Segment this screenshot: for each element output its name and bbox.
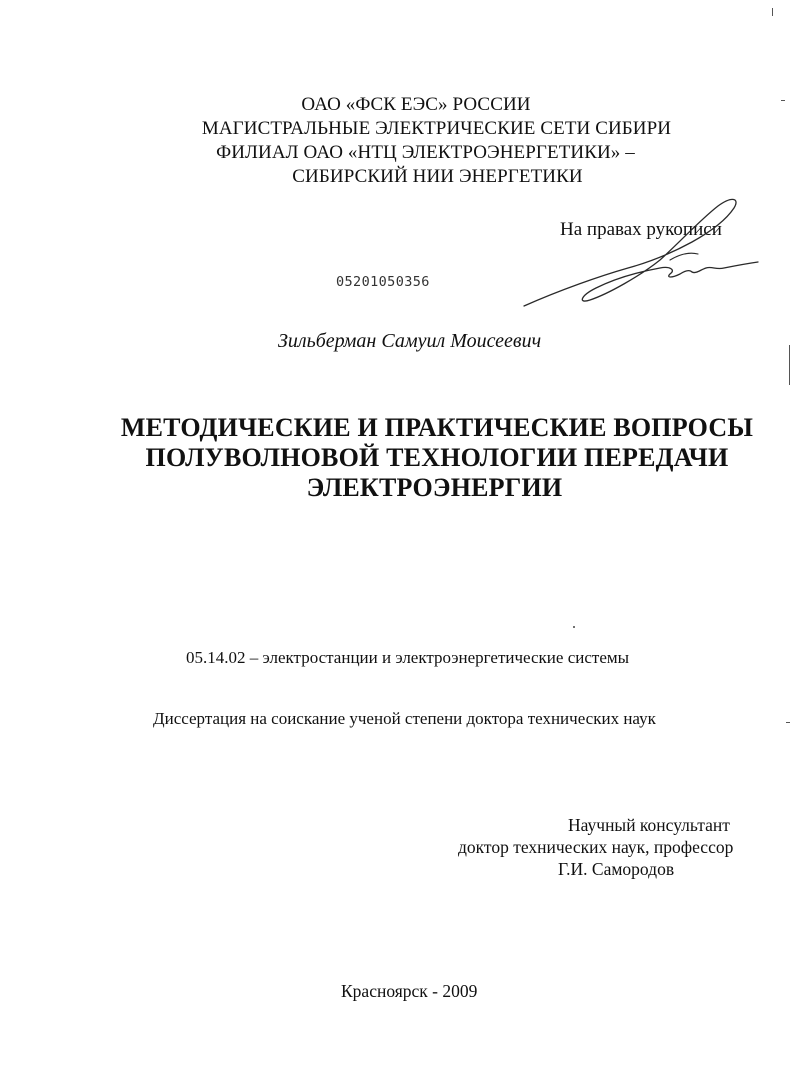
title-line: ПОЛУВОЛНОВОЙ ТЕХНОЛОГИИ ПЕРЕДАЧИ: [145, 443, 729, 472]
dissertation-title: [0, 413, 796, 503]
title-line: МЕТОДИЧЕСКИЕ И ПРАКТИЧЕСКИЕ ВОПРОСЫ: [120, 413, 754, 442]
specialty-code: 05.14.02 – электростанции и электроэнергетические системы: [186, 648, 630, 667]
document-number: 05201050356: [336, 274, 430, 290]
consultant-name: Г.И. Самородов: [558, 859, 675, 879]
organization-line: СИБИРСКИЙ НИИ ЭНЕРГЕТИКИ: [292, 166, 583, 187]
rights-note: На правах рукописи: [560, 219, 722, 240]
consultant-role: Научный консультант: [568, 815, 730, 835]
scan-margin-mark: [786, 722, 790, 723]
organization-line: ОАО «ФСК ЕЭС» РОССИИ: [301, 94, 531, 115]
scan-speck: [573, 626, 575, 628]
scan-margin-mark: [772, 8, 773, 16]
title-line: ЭЛЕКТРОЭНЕРГИИ: [306, 473, 563, 502]
consultant-credentials: доктор технических наук, профессор: [458, 837, 734, 857]
handwritten-signature: [520, 190, 760, 310]
place-year: Красноярск - 2009: [341, 981, 478, 1001]
degree-statement: Диссертация на соискание ученой степени доктора технических наук: [153, 709, 656, 728]
author-name: Зильберман Самуил Моисеевич: [278, 330, 542, 352]
scan-margin-mark: [789, 345, 790, 385]
organization-line: МАГИСТРАЛЬНЫЕ ЭЛЕКТРИЧЕСКИЕ СЕТИ СИБИРИ: [201, 118, 672, 139]
organization-line: ФИЛИАЛ ОАО «НТЦ ЭЛЕКТРОЭНЕРГЕТИКИ» –: [216, 142, 635, 163]
organization-header: [0, 93, 796, 189]
scan-margin-mark: [781, 100, 785, 101]
